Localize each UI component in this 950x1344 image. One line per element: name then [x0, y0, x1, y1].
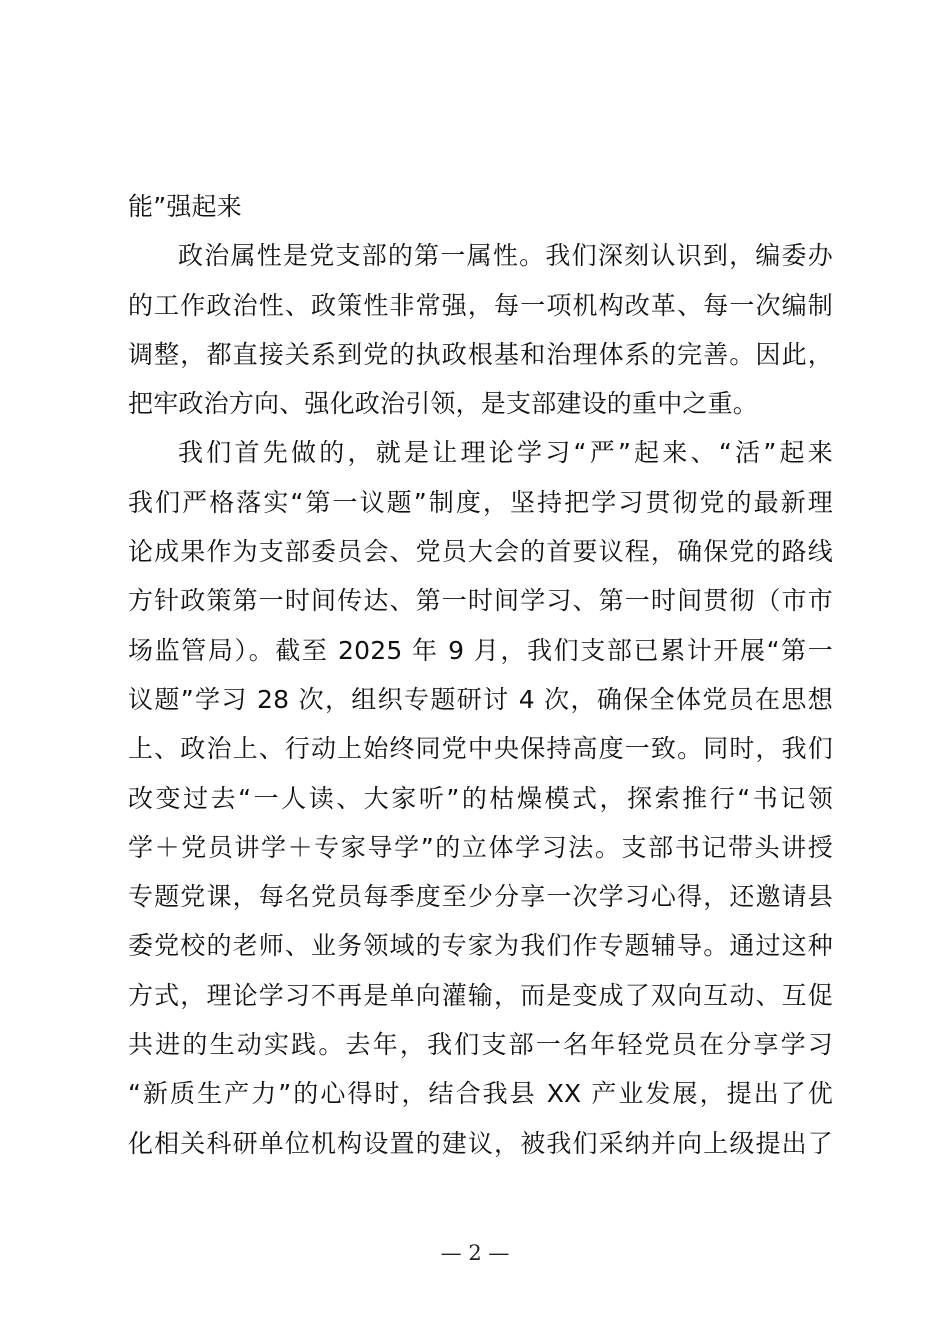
body-text — [128, 182, 833, 1168]
text-line: 改变过去“一人读、大家听”的枯燥模式，探索推行“书记领 — [128, 783, 833, 813]
text-line: 方式，理论学习不再是单向灌输，而是变成了双向互动、互促 — [128, 980, 833, 1010]
text-line: 化相关科研单位机构设置的建议，被我们采纳并向上级提出了 — [128, 1128, 833, 1158]
text-line: 议题”学习 28 次，组织专题研讨 4 次，确保全体党员在思想 — [128, 684, 833, 714]
text-line: 论成果作为支部委员会、党员大会的首要议程，确保党的路线 — [128, 537, 833, 567]
text-line: 专题党课，每名党员每季度至少分享一次学习心得，还邀请县 — [128, 882, 833, 912]
text-line: 上、政治上、行动上始终同党中央保持高度一致。同时，我们 — [128, 734, 833, 764]
paragraph-first-line: 我们首先做的，就是让理论学习“严”起来、“活”起来 — [178, 438, 833, 468]
text-line: 我们严格落实“第一议题”制度，坚持把学习贯彻党的最新理 — [128, 487, 833, 517]
text-line: 学＋党员讲学＋专家导学”的立体学习法。支部书记带头讲授 — [128, 832, 833, 862]
text-line: 把牢政治方向、强化政治引领，是支部建设的重中之重。 — [128, 389, 759, 419]
text-line: 调整，都直接关系到党的执政根基和治理体系的完善。因此， — [128, 339, 833, 369]
text-line: 场监管局）。截至 2025 年 9 月，我们支部已累计开展“第一 — [128, 635, 833, 665]
text-line: 能”强起来 — [128, 192, 242, 221]
text-line: “新质生产力”的心得时，结合我县 XX 产业发展，提出了优 — [128, 1079, 833, 1109]
text-line: 共进的生动实践。去年，我们支部一名年轻党员在分享学习 — [128, 1030, 833, 1060]
text-line: 方针政策第一时间传达、第一时间学习、第一时间贯彻（市市 — [128, 586, 833, 616]
text-line: 的工作政治性、政策性非常强，每一项机构改革、每一次编制 — [128, 290, 833, 320]
paragraph-first-line: 政治属性是党支部的第一属性。我们深刻认识到，编委办 — [178, 241, 833, 271]
page-number: — 2 — — [440, 1241, 510, 1265]
text-line: 委党校的老师、业务领域的专家为我们作专题辅导。通过这种 — [128, 931, 833, 961]
